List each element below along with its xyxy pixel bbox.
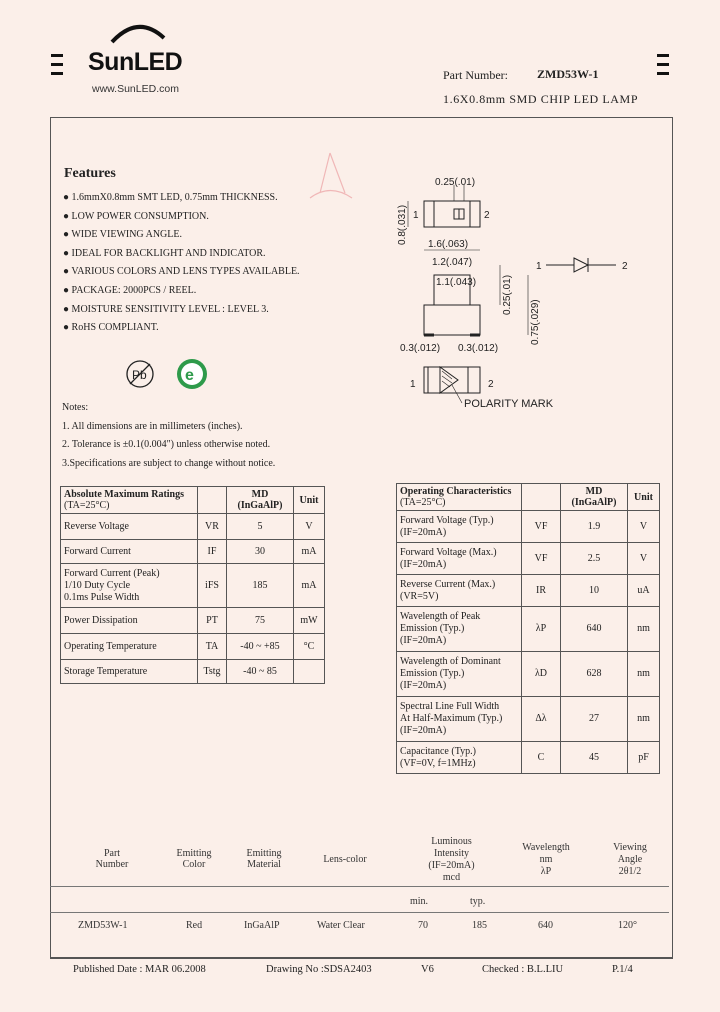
abs-unit-cell: mA <box>294 564 325 608</box>
abs-value-cell: 30 <box>227 540 294 564</box>
footer-checked: Checked : B.L.LIU <box>482 964 564 975</box>
parts-header-lens: Lens-color <box>323 854 367 865</box>
abs-symbol-cell: TA <box>198 634 227 660</box>
pin-2-label: 2 <box>484 210 490 221</box>
abs-row <box>61 564 325 608</box>
feature-item: ● WIDE VIEWING ANGLE. <box>63 229 182 241</box>
parts-row-min: 70 <box>418 920 428 931</box>
parts-header-intensity: Luminous Intensity (IF=20mA) mcd <box>428 836 475 883</box>
logo-arc-icon <box>108 20 168 44</box>
op-value-cell: 45 <box>561 742 628 774</box>
op-value-cell: 640 <box>561 607 628 652</box>
abs-value-cell: 75 <box>227 608 294 634</box>
abs-param-cell: Reverse Voltage <box>61 514 198 540</box>
op-md-header: MD (InGaAlP) <box>561 484 628 511</box>
notes-title: Notes: <box>62 402 89 413</box>
notes <box>62 399 392 473</box>
feature-item: ● 1.6mmX0.8mm SMT LED, 0.75mm THICKNESS. <box>63 192 278 203</box>
footer-page: P.1/4 <box>612 964 633 975</box>
op-symbol-cell: λD <box>522 652 561 697</box>
op-unit-header: Unit <box>628 484 660 511</box>
parts-header-color: Emitting Color <box>176 848 212 870</box>
dim-length: 1.6(.063) <box>428 239 469 250</box>
parts-row-angle: 120° <box>618 920 637 931</box>
abs-unit-cell: V <box>294 514 325 540</box>
op-row <box>397 697 660 742</box>
op-unit-cell: nm <box>628 697 660 742</box>
parts-row-part: ZMD53W-1 <box>78 920 128 931</box>
feature-item: ● PACKAGE: 2000PCS / REEL. <box>63 284 197 296</box>
operating-characteristics-table <box>396 483 660 774</box>
op-row <box>397 742 660 774</box>
abs-row <box>61 514 325 540</box>
abs-unit-cell: mW <box>294 608 325 634</box>
note-item: 3.Specifications are subject to change without notice. <box>62 457 276 469</box>
op-param-cell: Spectral Line Full Width At Half-Maximum (Typ.) (IF=20mA) <box>397 697 522 742</box>
abs-title-cell: Absolute Maximum Ratings (TA=25°C) <box>61 487 198 514</box>
parts-row-material: InGaAlP <box>244 920 280 931</box>
package-drawing <box>380 165 670 420</box>
parts-header-wavelength: Wavelength nm λP <box>522 842 570 877</box>
feature-item: ● VARIOUS COLORS AND LENS TYPES AVAILABLE. <box>63 266 300 278</box>
absolute-ratings-table <box>60 486 325 684</box>
abs-unit-header: Unit <box>294 487 325 514</box>
feature-item: ● RoHS COMPLIANT. <box>63 322 159 334</box>
svg-text:Pb: Pb <box>132 368 147 382</box>
op-value-cell: 1.9 <box>561 511 628 543</box>
polarity-label: POLARITY MARK <box>464 398 554 410</box>
op-symbol-cell: IR <box>522 575 561 607</box>
abs-row <box>61 634 325 660</box>
op-value-cell: 27 <box>561 697 628 742</box>
footer-published: Published Date : MAR 06.2008 <box>73 964 206 975</box>
parts-row-color: Red <box>186 920 203 931</box>
dim-height: 0.8(.031) <box>397 204 408 245</box>
op-row <box>397 543 660 575</box>
feature-item: ● IDEAL FOR BACKLIGHT AND INDICATOR. <box>63 247 266 259</box>
rohs-icon <box>174 356 210 392</box>
right-menu-bars <box>657 54 669 81</box>
op-value-cell: 628 <box>561 652 628 697</box>
op-value-cell: 2.5 <box>561 543 628 575</box>
abs-value-cell: -40 ~ +85 <box>227 634 294 660</box>
op-unit-cell: V <box>628 543 660 575</box>
abs-symbol-cell: IF <box>198 540 227 564</box>
op-unit-cell: nm <box>628 607 660 652</box>
op-title-cell: Operating Characteristics (TA=25°C) <box>397 484 522 511</box>
parts-divider <box>50 886 669 887</box>
logo: SunLED <box>88 48 183 76</box>
dim-top-width: 0.25(.01) <box>435 177 476 188</box>
dim-12: 1.2(.047) <box>432 257 473 268</box>
op-row <box>397 607 660 652</box>
op-unit-cell: V <box>628 511 660 543</box>
abs-param-cell: Power Dissipation <box>61 608 198 634</box>
op-unit-cell: pF <box>628 742 660 774</box>
part-number-label: Part Number: <box>443 68 508 82</box>
op-symbol-cell: VF <box>522 511 561 543</box>
pb-free-icon <box>124 358 158 390</box>
note-item: 2. Tolerance is ±0.1(0.004") unless otherwise noted. <box>62 439 271 450</box>
left-menu-bars <box>51 54 63 81</box>
circuit-pin-1: 1 <box>536 261 542 272</box>
abs-row <box>61 540 325 564</box>
op-symbol-cell: C <box>522 742 561 774</box>
op-param-cell: Wavelength of Peak Emission (Typ.) (IF=20mA) <box>397 607 522 652</box>
abs-param-cell: Forward Current <box>61 540 198 564</box>
footer-divider <box>51 957 672 958</box>
abs-param-cell: Forward Current (Peak) 1/10 Duty Cycle 0.1ms Pulse Width <box>61 564 198 608</box>
op-unit-cell: uA <box>628 575 660 607</box>
abs-symbol-cell: iFS <box>198 564 227 608</box>
abs-row <box>61 660 325 684</box>
dim-side-025: 0.25(.01) <box>502 274 513 315</box>
op-unit-cell: nm <box>628 652 660 697</box>
parts-header-material: Emitting Material <box>246 848 282 870</box>
abs-row <box>61 608 325 634</box>
circuit-pin-2: 2 <box>622 261 628 272</box>
abs-symbol-cell: VR <box>198 514 227 540</box>
feature-item: ● LOW POWER CONSUMPTION. <box>63 210 209 222</box>
abs-value-cell: 5 <box>227 514 294 540</box>
abs-param-cell: Storage Temperature <box>61 660 198 684</box>
abs-unit-cell: mA <box>294 540 325 564</box>
dim-thickness: 0.75(.029) <box>530 299 541 345</box>
bottom-pin-1: 1 <box>410 379 416 390</box>
op-param-cell: Wavelength of Dominant Emission (Typ.) (IF=20mA) <box>397 652 522 697</box>
parts-header-part: Part Number <box>95 848 129 870</box>
op-param-cell: Forward Voltage (Max.) (IF=20mA) <box>397 543 522 575</box>
op-symbol-cell: λP <box>522 607 561 652</box>
dim-pad-left: 0.3(.012) <box>400 343 441 354</box>
op-value-cell: 10 <box>561 575 628 607</box>
footer-version: V6 <box>421 964 434 975</box>
op-param-cell: Capacitance (Typ.) (VF=0V, f=1MHz) <box>397 742 522 774</box>
parts-table <box>52 835 669 935</box>
abs-param-cell: Operating Temperature <box>61 634 198 660</box>
note-item: 1. All dimensions are in millimeters (inches). <box>62 420 243 432</box>
pin-1-label: 1 <box>413 210 419 221</box>
part-description: 1.6X0.8mm SMD CHIP LED LAMP <box>443 92 639 106</box>
abs-unit-cell: °C <box>294 634 325 660</box>
feature-item: ● MOISTURE SENSITIVITY LEVEL : LEVEL 3. <box>63 303 269 315</box>
dim-11: 1.1(.043) <box>436 277 477 288</box>
parts-row-wavelength: 640 <box>538 920 553 931</box>
abs-value-cell: 185 <box>227 564 294 608</box>
part-number: ZMD53W-1 <box>537 67 599 81</box>
features-title: Features <box>64 166 116 181</box>
parts-header-angle: Viewing Angle 2θ1/2 <box>613 842 647 877</box>
website-link[interactable]: www.SunLED.com <box>92 83 179 95</box>
op-symbol-cell: Δλ <box>522 697 561 742</box>
abs-symbol-cell: Tstg <box>198 660 227 684</box>
parts-sub-min: min. <box>410 896 429 907</box>
parts-row-typ: 185 <box>472 920 487 931</box>
footer-drawing-no: Drawing No :SDSA2403 <box>266 964 372 975</box>
op-param-cell: Reverse Current (Max.) (VR=5V) <box>397 575 522 607</box>
abs-value-cell: -40 ~ 85 <box>227 660 294 684</box>
abs-unit-cell <box>294 660 325 684</box>
dim-pad-right: 0.3(.012) <box>458 343 499 354</box>
bottom-pin-2: 2 <box>488 379 494 390</box>
parts-sub-typ: typ. <box>470 896 486 907</box>
op-symbol-cell: VF <box>522 543 561 575</box>
abs-md-header: MD (InGaAlP) <box>227 487 294 514</box>
op-param-cell: Forward Voltage (Typ.) (IF=20mA) <box>397 511 522 543</box>
svg-text:e: e <box>185 367 194 384</box>
op-row <box>397 575 660 607</box>
features-list <box>63 192 353 341</box>
parts-divider-2 <box>50 912 669 913</box>
op-row <box>397 511 660 543</box>
op-row <box>397 652 660 697</box>
parts-row-lens: Water Clear <box>317 920 365 931</box>
abs-symbol-cell: PT <box>198 608 227 634</box>
